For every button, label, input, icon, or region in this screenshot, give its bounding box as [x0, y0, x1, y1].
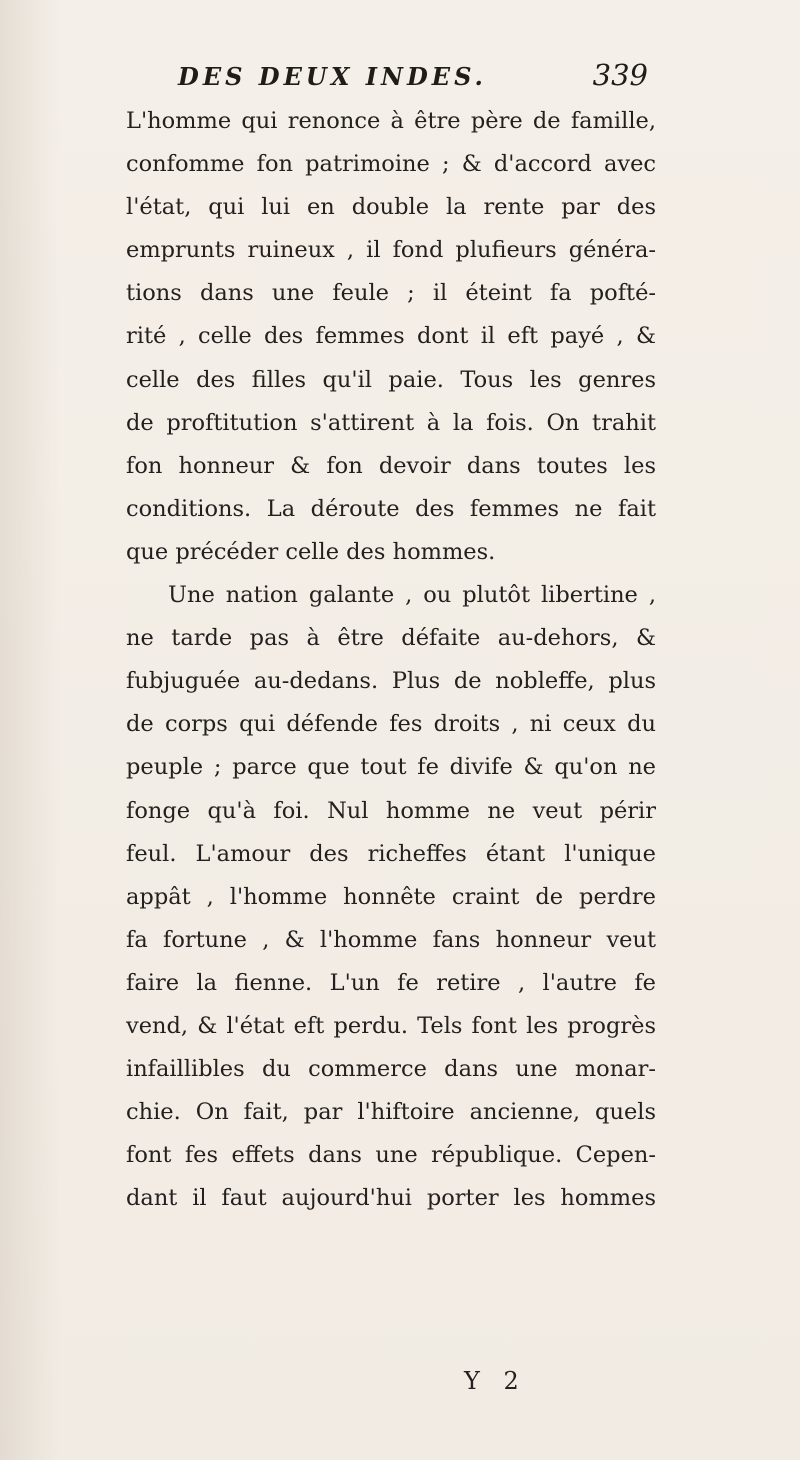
text-line: fonge qu'à foi. Nul homme ne veut périr: [126, 797, 656, 824]
text-line: de corps qui défende fes droits , ni ceux du: [126, 711, 656, 738]
text-line: conditions. La déroute des femmes ne fait: [126, 495, 656, 522]
text-line: tions dans une feule ; il éteint fa pofté-: [126, 280, 656, 307]
text-line: fubjuguée au-dedans. Plus de nobleffe, plus: [126, 668, 656, 695]
text-line: emprunts ruineux , il fond plufieurs généra-: [126, 237, 656, 264]
text-line: l'état, qui lui en double la rente par des: [126, 194, 656, 221]
text-line: ne tarde pas à être défaite au-dehors, &: [126, 625, 656, 652]
text-line: confomme fon patrimoine ; & d'accord avec: [126, 151, 656, 178]
text-line: feul. L'amour des richeffes étant l'unique: [126, 840, 656, 867]
text-line: vend, & l'état eft perdu. Tels font les progrès: [126, 1012, 656, 1039]
text-line: celle des filles qu'il paie. Tous les genres: [126, 366, 656, 393]
running-head: DES DEUX INDES.: [178, 62, 487, 91]
text-line: L'homme qui renonce à être père de famille,: [126, 108, 656, 134]
page-header: [178, 58, 648, 102]
body-text: [126, 100, 656, 1220]
text-line: rité , celle des femmes dont il eft payé , &: [126, 323, 656, 350]
text-line: que précéder celle des hommes.: [126, 538, 496, 565]
text-line: peuple ; parce que tout fe divife & qu'on ne: [126, 754, 656, 781]
text-line: dant il faut aujourd'hui porter les hommes: [126, 1185, 656, 1212]
text-line: fa fortune , & l'homme fans honneur veut: [126, 926, 656, 953]
text-line: de proftitution s'attirent à la fois. On trahit: [126, 409, 656, 436]
text-line: font fes effets dans une république. Cepen-: [126, 1142, 656, 1169]
text-line: Une nation galante , ou plutôt libertine ,: [168, 582, 656, 609]
text-line: infaillibles du commerce dans une monar-: [126, 1056, 656, 1083]
text-line: chie. On fait, par l'hiftoire ancienne, quels: [126, 1099, 656, 1126]
page-number: 339: [592, 58, 648, 92]
text-line: appât , l'homme honnête craint de perdre: [126, 883, 656, 910]
signature-mark: Y 2: [464, 1367, 527, 1395]
text-line: faire la fienne. L'un fe retire , l'autre fe: [126, 969, 656, 996]
text-line: fon honneur & fon devoir dans toutes les: [126, 452, 656, 479]
